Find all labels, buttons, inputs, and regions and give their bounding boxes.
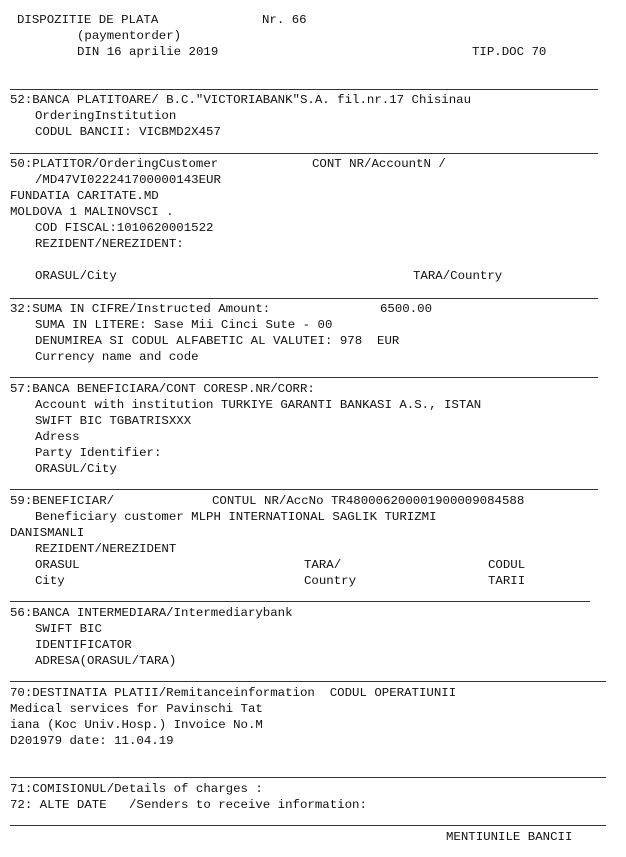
- document-type: TIP.DOC 70: [472, 45, 547, 59]
- amount-in-words: SUMA IN LITERE: Sase Mii Cinci Sute - 00: [35, 318, 333, 332]
- beneficiary-bank-city: ORASUL/City: [35, 462, 117, 476]
- section-divider: [10, 153, 598, 154]
- currency-code: DENUMIREA SI CODUL ALFABETIC AL VALUTEI: 978 EUR: [35, 334, 400, 348]
- remittance-line-1: Medical services for Pavinschi Tat: [10, 702, 263, 716]
- ordering-institution-label: OrderingInstitution: [35, 109, 177, 123]
- section-divider: [10, 777, 606, 778]
- intermediary-identifier: IDENTIFICATOR: [35, 638, 132, 652]
- section-divider: [10, 377, 598, 378]
- section-divider: [10, 489, 598, 490]
- section-divider: [10, 89, 598, 90]
- section-divider: [10, 298, 598, 299]
- beneficiary-city: City: [35, 574, 65, 588]
- bank-notes-label: MENTIUNILE BANCII: [446, 830, 573, 844]
- section-divider: [10, 601, 590, 602]
- beneficiary-label: 59:BENEFICIAR/: [10, 494, 115, 508]
- other-data-label: 72: ALTE DATE /Senders to receive information:: [10, 798, 367, 812]
- payer-name: FUNDATIA CARITATE.MD: [10, 189, 159, 203]
- intermediary-address: ADRESA(ORASUL/TARA): [35, 654, 177, 668]
- instructed-amount: 6500.00: [380, 302, 433, 316]
- payer-city: ORASUL/City: [35, 269, 117, 283]
- payer-address: MOLDOVA 1 MALINOVSCI .: [10, 205, 174, 219]
- beneficiary-codul: CODUL: [488, 558, 526, 572]
- remittance-line-3: D201979 date: 11.04.19: [10, 734, 174, 748]
- party-identifier: Party Identifier:: [35, 446, 162, 460]
- document-subtitle: (paymentorder): [77, 29, 182, 43]
- currency-label: Currency name and code: [35, 350, 199, 364]
- beneficiary-account: CONTUL NR/AccNo TR480006200001900009084588: [212, 494, 525, 508]
- beneficiary-country: Country: [304, 574, 357, 588]
- payer-label: 50:PLATITOR/OrderingCustomer: [10, 157, 219, 171]
- paying-bank-label: 52:BANCA PLATITOARE/ B.C."VICTORIABANK"S.A. fil.nr.17 Chisinau: [10, 93, 472, 107]
- remittance-info-label: 70:DESTINATIA PLATII/Remitanceinformation CODUL OPERATIUNII: [10, 686, 457, 700]
- charges-details-label: 71:COMISIONUL/Details of charges :: [10, 782, 263, 796]
- remittance-line-2: iana (Koc Univ.Hosp.) Invoice No.M: [10, 718, 263, 732]
- beneficiary-tara: TARA/: [304, 558, 342, 572]
- account-with-institution: Account with institution TURKIYE GARANTI BANKASI A.S., ISTAN: [35, 398, 482, 412]
- beneficiary-bank-label: 57:BANCA BENEFICIARA/CONT CORESP.NR/CORR:: [10, 382, 315, 396]
- document-title: DISPOZITIE DE PLATA: [17, 13, 159, 27]
- payer-country: TARA/Country: [413, 269, 503, 283]
- beneficiary-customer-cont: DANISMANLI: [10, 526, 85, 540]
- section-divider: [10, 681, 606, 682]
- beneficiary-customer: Beneficiary customer MLPH INTERNATIONAL SAGLIK TURIZMI: [35, 510, 437, 524]
- beneficiary-tarii: TARII: [488, 574, 526, 588]
- bank-code: CODUL BANCII: VICBMD2X457: [35, 125, 221, 139]
- intermediary-bank-label: 56:BANCA INTERMEDIARA/Intermediarybank: [10, 606, 293, 620]
- section-divider: [10, 825, 606, 826]
- intermediary-swift: SWIFT BIC: [35, 622, 102, 636]
- document-number: Nr. 66: [262, 13, 307, 27]
- beneficiary-residency: REZIDENT/NEREZIDENT: [35, 542, 177, 556]
- instructed-amount-label: 32:SUMA IN CIFRE/Instructed Amount:: [10, 302, 271, 316]
- payer-fiscal-code: COD FISCAL:1010620001522: [35, 221, 214, 235]
- payer-account: /MD47VI022241700000143EUR: [35, 173, 221, 187]
- beneficiary-bank-address: Adress: [35, 430, 80, 444]
- beneficiary-bank-swift: SWIFT BIC TGBATRISXXX: [35, 414, 192, 428]
- payer-residency: REZIDENT/NEREZIDENT:: [35, 237, 184, 251]
- beneficiary-orasul: ORASUL: [35, 558, 80, 572]
- document-date: DIN 16 aprilie 2019: [77, 45, 219, 59]
- payer-account-label: CONT NR/AccountN /: [312, 157, 446, 171]
